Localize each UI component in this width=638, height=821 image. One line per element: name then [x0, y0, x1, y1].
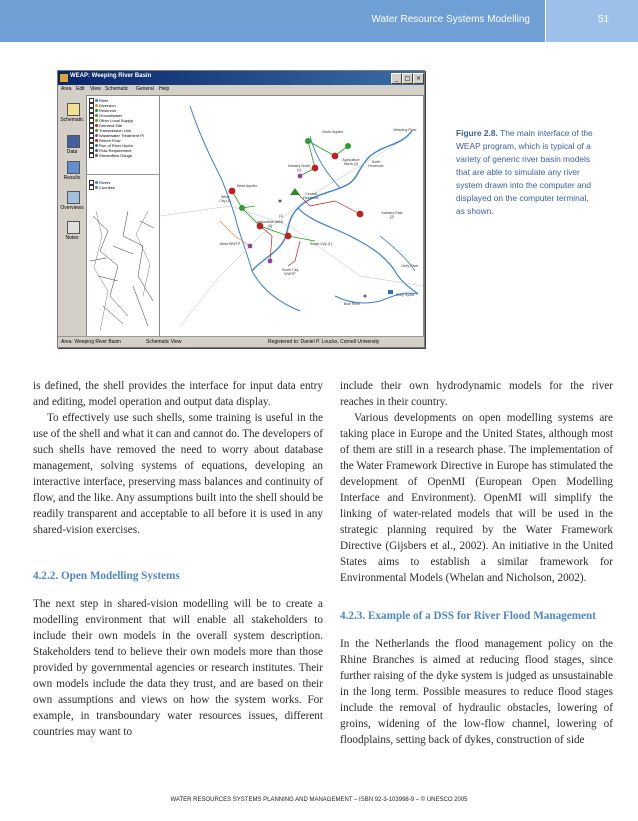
legend-item[interactable]: Rivers — [89, 180, 110, 185]
page-footer: WATER RESOURCES SYSTEMS PLANNING AND MANAGEMENT – ISBN 92-3-103998-9 – © UNESCO 2005 — [170, 797, 468, 803]
map-label-central-reservoir: Central Reservoir — [303, 192, 319, 200]
caption-line: system drawn into the computer and — [456, 180, 591, 190]
legend-item[interactable]: Counties — [89, 185, 115, 190]
legend-item[interactable]: Transmission Link — [89, 128, 131, 133]
caption-line: The main interface of the — [500, 128, 593, 138]
map-label-west-city: West City (1) — [219, 195, 231, 203]
header-divider — [545, 0, 546, 42]
section-heading: 4.2.2. Open Modelling Systems — [33, 570, 180, 582]
map-label-south-city: South City (1) — [310, 242, 332, 246]
map-label-west-aquifer: West Aquifer — [236, 184, 258, 188]
page-header — [0, 0, 638, 42]
legend-item[interactable]: Reservoir — [89, 108, 116, 113]
minimize-button[interactable]: _ — [391, 73, 402, 84]
header-page-box — [545, 0, 638, 42]
legend-item[interactable]: River — [89, 98, 108, 103]
status-bar — [58, 336, 424, 347]
element-legend — [86, 95, 161, 337]
running-title: Water Resource Systems Modelling — [371, 14, 530, 25]
caption-line: as shown. — [456, 206, 494, 216]
paragraph: The next step in shared-vision modelling will be to create a modelling environment that will enable all stakeholders to include their own models in the overall system description. Stakeholders tend to believe their own models more than those provided by governmental agencies or research institutes. Their own models include the data they trust, and are based on their own assumptions and views on how the system works. For example, in transboundary water resources issues, different countries may want to — [33, 598, 323, 738]
map-label-south-city-wwtp: South City WWTP — [281, 268, 299, 276]
page-number: 51 — [598, 14, 610, 25]
schematic-view-icon[interactable] — [67, 103, 80, 116]
caption-line: that are able to simulate any river — [456, 167, 580, 177]
caption-line: WEAP program, which is typical of a — [456, 141, 591, 151]
map-label-weeping-river: Weeping River — [393, 128, 417, 132]
paragraph: is defined, the shell provides the interface for input data entry and editing, model operation and output data display. — [33, 380, 323, 408]
overview-map — [88, 206, 158, 334]
app-icon — [60, 74, 68, 82]
paragraph: include their own hydrodynamic models for the river reaches in their country. — [340, 380, 613, 408]
view-notes[interactable]: Notes — [65, 235, 79, 241]
view-schematic[interactable]: Schematic — [60, 117, 84, 123]
map-label-industry-north: Industry North (1) — [287, 164, 311, 172]
data-view-icon[interactable] — [67, 135, 80, 148]
map-label-num1: (1) — [278, 214, 284, 218]
paragraph: Various developments on open modelling systems are taking place in Europe and the United States, although most of them are still in a research phase. The implementation of the Water Framework Directive in Europe has stimulated the development of OpenMI (European Open Modelling Interface and Environment). OpenMI will simplify the linking of water-related models that will be used in the strategic planning required by the Water Framework Directive (Gijsbers et al., 2002). An initiative in the United States aims to establish a similar framework for Environmental Models (Whelan and Nicholson, 2002). — [340, 412, 613, 584]
caption-line: variety of generic river basin models — [456, 154, 591, 164]
paragraph: In the Netherlands the flood management policy on the Rhine Branches is aimed at reducing flood stages, since further raising of the dyke system is judged as unsustainable in the long term. Possible measures to reduce flood stages include the removal of hydraulic obstacles, lowering of groins, widening of the low-flow channel, lowering of floodplains, setting back of dykes, construction of side — [340, 638, 613, 746]
maximize-button[interactable]: □ — [402, 73, 413, 84]
legend-item[interactable]: Wastewater Treatment Pl — [89, 133, 144, 138]
left-column — [33, 378, 323, 740]
map-label-agriculture-north: Agriculture North (3) — [342, 158, 360, 166]
menu-help[interactable]: Help — [159, 86, 170, 92]
status-area: Area: Weeping River Basin — [61, 339, 121, 345]
view-data[interactable]: Data — [66, 149, 78, 155]
legend-item[interactable]: Diversion — [89, 103, 116, 108]
overviews-view-icon[interactable] — [67, 191, 80, 204]
menu-area[interactable]: Area — [61, 86, 72, 92]
legend-item[interactable]: Other Local Supply — [89, 118, 133, 123]
view-results[interactable]: Results — [63, 175, 81, 181]
close-button[interactable]: × — [413, 73, 424, 84]
map-label-blue-river: Blue River — [343, 302, 361, 306]
menu-view[interactable]: View — [90, 86, 101, 92]
window-title: WEAP: Weeping River Basin — [70, 73, 152, 79]
legend-item[interactable]: Return Flow — [89, 138, 121, 143]
schematic-map[interactable] — [159, 95, 424, 337]
notes-view-icon[interactable] — [67, 221, 80, 234]
caption-line: displayed on the computer terminal, — [456, 193, 589, 203]
legend-item[interactable]: Flow Requirement — [89, 148, 131, 153]
map-label-grey-hydro: Grey Hydro — [395, 293, 415, 297]
legend-item[interactable]: Demand Site — [89, 123, 122, 128]
figure-caption — [456, 127, 606, 218]
legend-item[interactable]: Run of River Hydro — [89, 143, 133, 148]
status-registered: Registered to: Daniel P. Loucks, Cornell University — [268, 339, 380, 345]
figure-label: Figure 2.8. — [456, 128, 498, 138]
map-label-north-aquifer: North Aquifer — [322, 130, 344, 134]
legend-divider — [87, 174, 160, 175]
map-label-west-wwtp: West WWTP — [219, 242, 241, 246]
legend-item[interactable]: Streamflow Gauge — [89, 153, 132, 158]
menu-schematic[interactable]: Schematic — [105, 86, 129, 92]
menu-bar — [58, 85, 424, 95]
map-label-north-reservoir: North Reservoir — [368, 160, 384, 168]
view-bar — [59, 95, 85, 335]
map-label-agriculture-west: Agriculture West (3) — [256, 220, 284, 228]
menu-edit[interactable]: Edit — [76, 86, 85, 92]
view-overviews[interactable]: Overviews — [60, 205, 84, 211]
menu-general[interactable]: General — [136, 86, 154, 92]
map-label-industry-east: Industry East (2) — [381, 211, 403, 219]
results-view-icon[interactable] — [67, 161, 80, 174]
status-view: Schematic View — [146, 339, 182, 345]
weap-window — [57, 70, 425, 348]
paragraph: To effectively use such shells, some training is useful in the use of the shell and what it can and cannot do. The developers of such shells have removed the need to worry about database management, solving systems of equations, developing an interactive interface, preserving mass balances and continuity of flow, and the like. Any assumptions built into the shell should be readily transparent and acceptable to all before it is used in any shared-vision exercises. — [33, 412, 323, 536]
map-label-grey-river: Grey River — [401, 264, 419, 268]
section-heading: 4.2.3. Example of a DSS for River Flood Management — [340, 610, 596, 622]
legend-item[interactable]: Groundwater — [89, 113, 122, 118]
right-column — [340, 378, 613, 748]
window-titlebar — [58, 71, 424, 85]
